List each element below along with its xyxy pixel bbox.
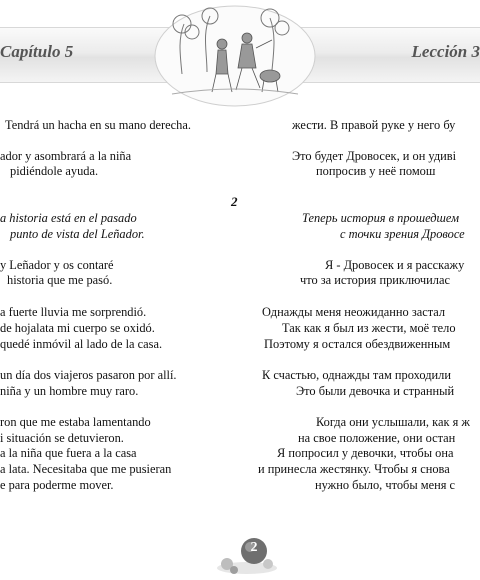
spanish-line: punto de vista del Leñador. bbox=[10, 227, 145, 241]
spanish-line: un día dos viajeros pasaron por allí. bbox=[0, 368, 177, 382]
spanish-line: e para poderme mover. bbox=[0, 478, 114, 492]
spanish-line: a lata. Necesitaba que me pusieran bbox=[0, 462, 172, 476]
spanish-line: a la niña que fuera a la casa bbox=[0, 446, 137, 460]
tin-woodman-illustration bbox=[152, 4, 318, 108]
page-header bbox=[0, 0, 480, 110]
spanish-line: Tendrá un hacha en su mano derecha. bbox=[5, 118, 191, 132]
spanish-line: ador y asombrará a la niña bbox=[0, 149, 132, 163]
russian-line: Поэтому я остался обездвиженным bbox=[264, 337, 451, 351]
spanish-line: y Leñador y os contaré bbox=[0, 258, 114, 272]
page-number: 2 bbox=[250, 540, 258, 555]
russian-line: попросив у неё помош bbox=[316, 164, 436, 178]
russian-line: на свое положение, они остан bbox=[298, 431, 456, 445]
russian-line: Это будет Дровосек, и он удиві bbox=[292, 149, 457, 163]
russian-line: Когда они услышали, как я ж bbox=[316, 415, 470, 429]
russian-line: Это были девочка и странный bbox=[296, 384, 455, 398]
russian-line: К счастью, однажды там проходили bbox=[262, 368, 451, 382]
spanish-line: ron que me estaba lamentando bbox=[0, 415, 151, 429]
spanish-line: de hojalata mi cuerpo se oxidó. bbox=[0, 321, 155, 335]
section-number: 2 bbox=[231, 194, 238, 209]
spanish-line: quedé inmóvil al lado de la casa. bbox=[0, 337, 163, 351]
spanish-line: a historia está en el pasado bbox=[0, 211, 137, 225]
russian-line: с точки зрения Дровосе bbox=[340, 227, 465, 241]
spanish-line: pidiéndole ayuda. bbox=[10, 164, 99, 178]
russian-line: Я - Дровосек и я расскажу bbox=[325, 258, 465, 272]
chapter-title: Capítulo 5 bbox=[0, 42, 74, 61]
russian-line: Я попросил у девочки, чтобы она bbox=[277, 446, 454, 460]
russian-line: нужно было, чтобы меня с bbox=[315, 478, 456, 492]
russian-line: жести. В правой руке у него бу bbox=[292, 118, 456, 132]
spanish-line: niña y un hombre muy raro. bbox=[0, 384, 139, 398]
spanish-line: i situación se detuvieron. bbox=[0, 431, 124, 445]
russian-line: и принесла жестянку. Чтобы я снова bbox=[258, 462, 450, 476]
russian-line: Однажды меня неожиданно застал bbox=[262, 305, 446, 319]
spanish-line: a fuerte lluvia me sorprendió. bbox=[0, 305, 147, 319]
russian-line: что за история приключилас bbox=[300, 273, 450, 287]
spanish-line: historia que me pasó. bbox=[7, 273, 113, 287]
russian-line: Так как я был из жести, моё тело bbox=[282, 321, 456, 335]
russian-line: Теперь история в прошедшем bbox=[302, 211, 459, 225]
lesson-title: Lección 3 bbox=[411, 42, 480, 61]
